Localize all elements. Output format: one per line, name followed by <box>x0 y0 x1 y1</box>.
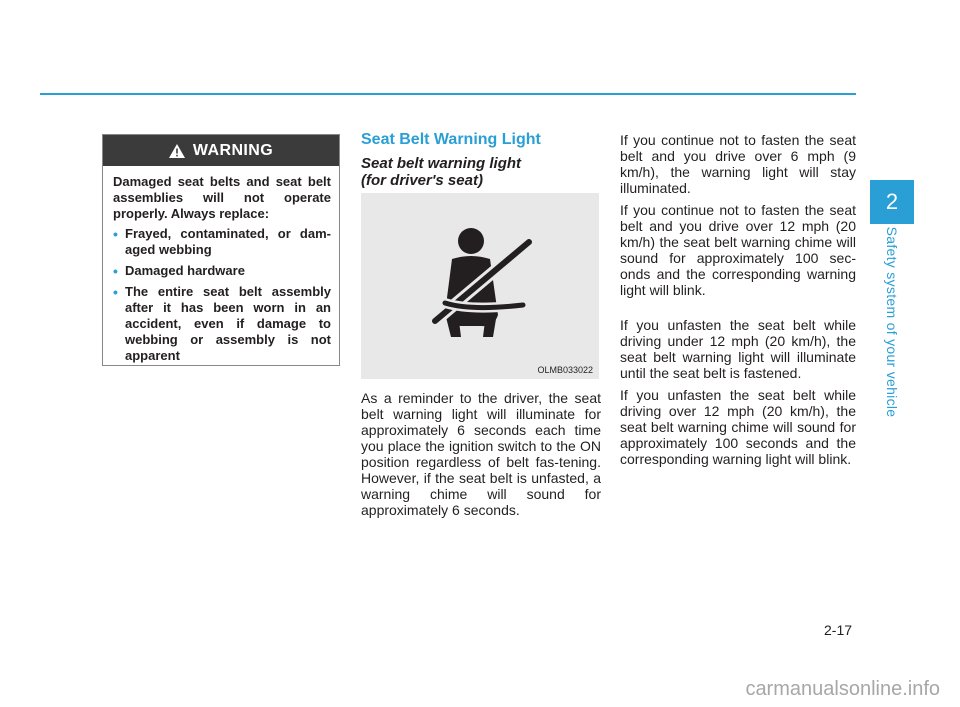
warning-box <box>102 134 340 366</box>
bullet-icon: • <box>113 284 118 300</box>
list-item: • Damaged hardware <box>113 263 245 279</box>
seat-belt-figure <box>361 193 599 379</box>
page-number: 2-17 <box>824 622 853 638</box>
list-item: • The entire seat belt assembly after it has been worn in an accident, even if damage to webbing or assembly is not apparent <box>113 284 331 363</box>
subheading: Seat belt warning light (for driver's seat) <box>361 155 522 189</box>
seat-belt-warning-icon <box>361 193 599 379</box>
warning-triangle-icon <box>169 144 185 158</box>
warning-intro: Damaged seat belts and seat belt assemblies will not operate properly. Always replace: <box>113 174 331 221</box>
watermark: carmanualsonline.info <box>745 678 940 700</box>
right-column <box>620 132 856 467</box>
warning-header <box>103 135 339 166</box>
bullet-icon: • <box>113 226 118 242</box>
warning-list <box>113 226 331 364</box>
chapter-tab: 2 <box>870 180 914 224</box>
chapter-title: Safety system of your vehicle <box>884 226 900 418</box>
paragraph: If you unfasten the seat belt while driving under 12 mph (20 km/h), the seat belt warning light will illuminate until the seat belt is fastened. <box>620 317 856 381</box>
section-paragraph: As a reminder to the driver, the seat belt warning light will illuminate for approximately 6 seconds each time you place the ignition switch to the ON position regardless of belt fas-tening. However, if the seat belt is unfasted, a warning chime will sound for approximately 6 seconds. <box>361 390 601 518</box>
paragraph: If you continue not to fasten the seat belt and you drive over 6 mph (9 km/h), the warning light will stay illuminated. <box>620 132 856 196</box>
list-item: • Frayed, contaminated, or dam-aged webbing <box>113 226 331 257</box>
paragraph: If you unfasten the seat belt while driving over 12 mph (20 km/h), the seat belt warning chime will sound for approximately 100 seconds and the corresponding warning light will blink. <box>620 387 856 467</box>
top-rule <box>40 93 856 95</box>
bullet-icon: • <box>113 263 118 279</box>
section-heading: Seat Belt Warning Light <box>361 131 541 148</box>
figure-code: OLMB033022 <box>537 365 593 375</box>
paragraph: If you continue not to fasten the seat belt and you drive over 12 mph (20 km/h) the seat belt warning chime will sound for approximately 100 sec-onds and the corresponding warning light will blink. <box>620 202 856 298</box>
warning-title: WARNING <box>192 141 274 159</box>
